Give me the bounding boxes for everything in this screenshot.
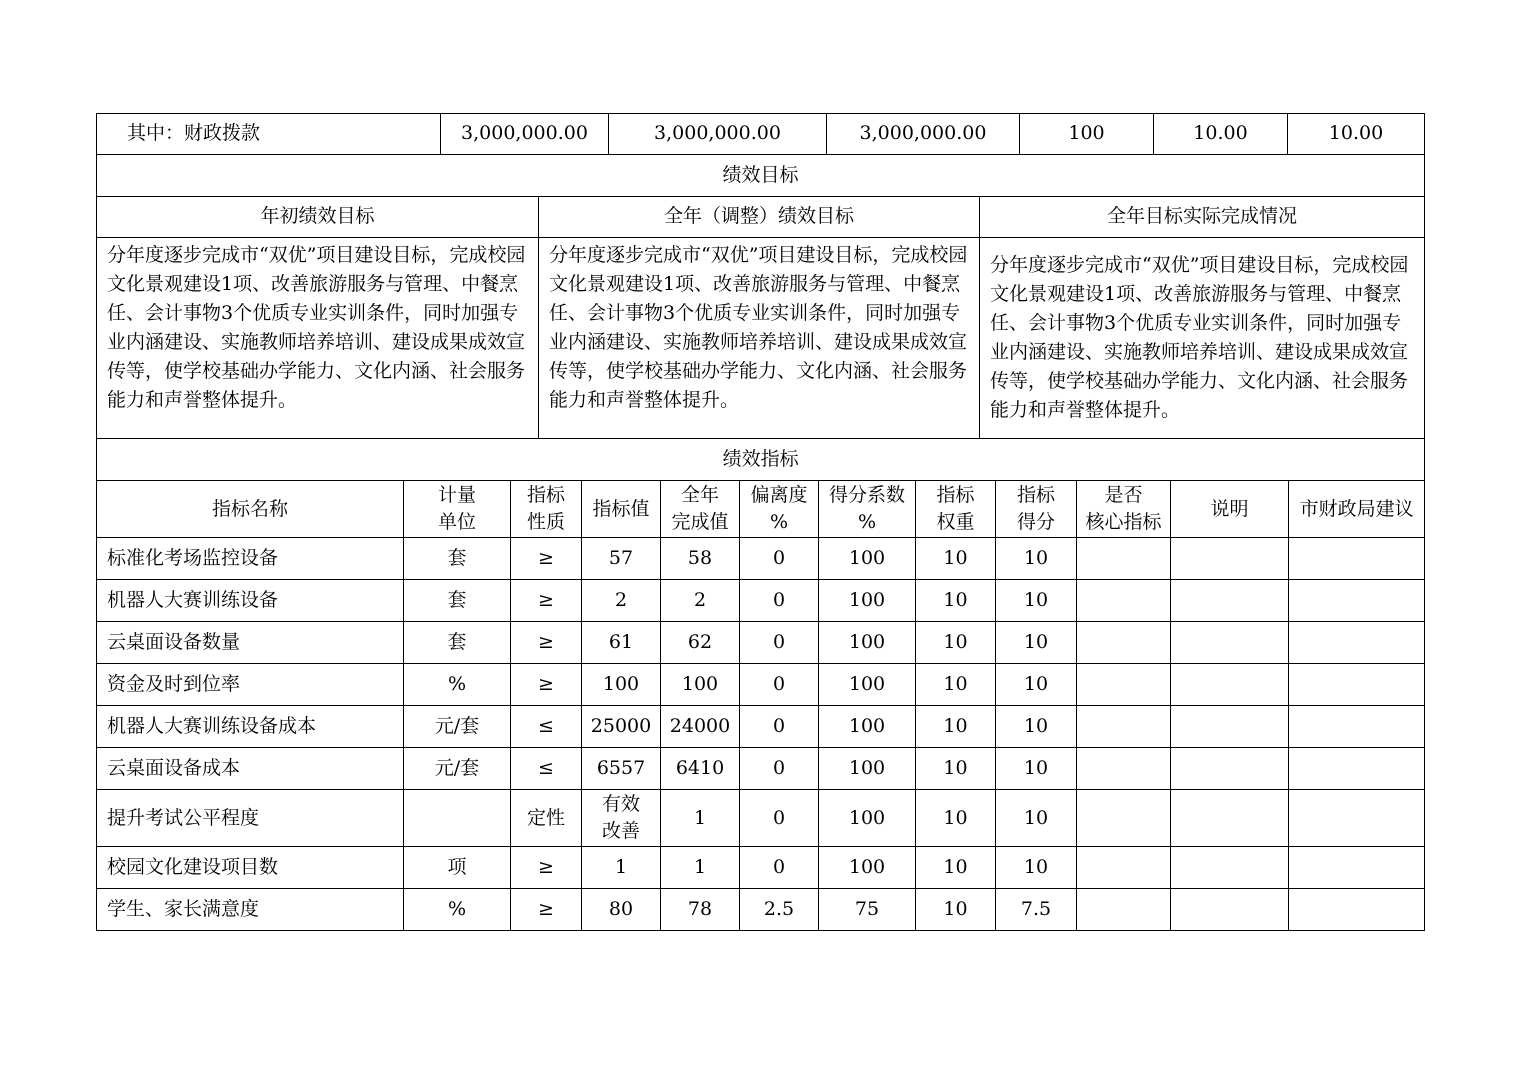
table-row — [97, 580, 1425, 622]
indicator-coefficient: 100 — [819, 706, 916, 748]
table-row — [97, 790, 1425, 847]
indicator-score: 10 — [996, 790, 1077, 847]
indicator-unit: 套 — [404, 538, 511, 580]
funding-value: 3,000,000.00 — [827, 114, 1020, 155]
indicator-name: 机器人大赛训练设备成本 — [97, 706, 404, 748]
table-row — [97, 847, 1425, 889]
indicators-section-row — [97, 439, 1425, 481]
indicator-deviation: 0 — [740, 790, 819, 847]
header-indicator-name: 指标名称 — [97, 481, 404, 538]
indicator-target: 有效改善 — [582, 790, 661, 847]
header-coefficient: 得分系数 % — [819, 481, 916, 538]
goal-header-initial: 年初绩效目标 — [97, 197, 539, 238]
indicator-unit: 套 — [404, 622, 511, 664]
indicator-unit: 项 — [404, 847, 511, 889]
indicator-core — [1077, 889, 1171, 931]
header-note: 说明 — [1171, 481, 1289, 538]
indicators-header-row — [97, 481, 1425, 538]
indicator-name: 标准化考场监控设备 — [97, 538, 404, 580]
indicator-target: 1 — [582, 847, 661, 889]
header-deviation: 偏离度 % — [740, 481, 819, 538]
indicator-advice — [1289, 790, 1425, 847]
indicator-note — [1171, 706, 1289, 748]
indicator-weight: 10 — [916, 889, 996, 931]
indicator-coefficient: 100 — [819, 847, 916, 889]
indicator-nature: ≥ — [511, 538, 582, 580]
indicator-deviation: 2.5 — [740, 889, 819, 931]
indicator-target: 80 — [582, 889, 661, 931]
indicator-target: 61 — [582, 622, 661, 664]
indicator-advice — [1289, 622, 1425, 664]
indicator-advice — [1289, 748, 1425, 790]
indicator-nature: ≥ — [511, 622, 582, 664]
header-core: 是否 核心指标 — [1077, 481, 1171, 538]
indicator-nature: ≤ — [511, 706, 582, 748]
indicator-deviation: 0 — [740, 580, 819, 622]
indicator-coefficient: 100 — [819, 748, 916, 790]
goals-section-title: 绩效目标 — [97, 155, 1425, 197]
header-weight: 指标 权重 — [916, 481, 996, 538]
indicator-score: 10 — [996, 847, 1077, 889]
indicators-table — [96, 438, 1425, 931]
indicator-note — [1171, 889, 1289, 931]
indicator-coefficient: 100 — [819, 790, 916, 847]
indicator-completed: 78 — [661, 889, 740, 931]
funding-value: 100 — [1020, 114, 1154, 155]
indicator-weight: 10 — [916, 748, 996, 790]
indicator-completed: 58 — [661, 538, 740, 580]
header-score: 指标 得分 — [996, 481, 1077, 538]
indicator-nature: 定性 — [511, 790, 582, 847]
goal-adjusted-text: 分年度逐步完成市“双优”项目建设目标，完成校园文化景观建设1项、改善旅游服务与管理、中餐烹任、会计事物3个优质专业实训条件，同时加强专业内涵建设、实施教师培养培训、建设成果成效宣传等，使学校基础办学能力、文化内涵、社会服务能力和声誉整体提升。 — [539, 238, 980, 439]
indicator-coefficient: 100 — [819, 664, 916, 706]
goals-body-row — [97, 238, 1425, 439]
funding-table — [96, 113, 1425, 155]
indicator-nature: ≥ — [511, 847, 582, 889]
indicator-weight: 10 — [916, 847, 996, 889]
indicator-name: 提升考试公平程度 — [97, 790, 404, 847]
indicator-target: 6557 — [582, 748, 661, 790]
funding-label: 其中：财政拨款 — [97, 114, 441, 155]
indicator-unit: % — [404, 889, 511, 931]
indicator-weight: 10 — [916, 622, 996, 664]
indicator-advice — [1289, 889, 1425, 931]
indicator-unit: 套 — [404, 580, 511, 622]
indicator-coefficient: 100 — [819, 538, 916, 580]
indicator-note — [1171, 790, 1289, 847]
table-row — [97, 706, 1425, 748]
indicator-note — [1171, 748, 1289, 790]
indicator-completed: 1 — [661, 847, 740, 889]
indicator-deviation: 0 — [740, 748, 819, 790]
header-unit: 计量 单位 — [404, 481, 511, 538]
funding-value: 10.00 — [1154, 114, 1288, 155]
indicator-weight: 10 — [916, 664, 996, 706]
indicator-name: 云桌面设备成本 — [97, 748, 404, 790]
indicator-score: 10 — [996, 748, 1077, 790]
indicator-weight: 10 — [916, 706, 996, 748]
indicator-core — [1077, 706, 1171, 748]
indicator-weight: 10 — [916, 790, 996, 847]
indicator-core — [1077, 622, 1171, 664]
indicator-name: 校园文化建设项目数 — [97, 847, 404, 889]
indicator-advice — [1289, 847, 1425, 889]
indicator-unit: 元/套 — [404, 706, 511, 748]
indicator-weight: 10 — [916, 580, 996, 622]
indicator-deviation: 0 — [740, 538, 819, 580]
indicator-core — [1077, 664, 1171, 706]
indicator-unit: % — [404, 664, 511, 706]
indicator-deviation: 0 — [740, 706, 819, 748]
indicator-advice — [1289, 664, 1425, 706]
indicator-score: 7.5 — [996, 889, 1077, 931]
indicator-core — [1077, 748, 1171, 790]
indicators-section-title: 绩效指标 — [97, 439, 1425, 481]
funding-value: 3,000,000.00 — [609, 114, 827, 155]
indicator-target: 57 — [582, 538, 661, 580]
indicator-coefficient: 100 — [819, 580, 916, 622]
indicator-coefficient: 75 — [819, 889, 916, 931]
indicator-target: 2 — [582, 580, 661, 622]
indicator-note — [1171, 664, 1289, 706]
header-advice: 市财政局建议 — [1289, 481, 1425, 538]
indicator-advice — [1289, 580, 1425, 622]
indicator-core — [1077, 538, 1171, 580]
indicator-nature: ≥ — [511, 889, 582, 931]
funding-value: 3,000,000.00 — [441, 114, 609, 155]
goal-actual-text: 分年度逐步完成市“双优”项目建设目标，完成校园文化景观建设1项、改善旅游服务与管理、中餐烹任、会计事物3个优质专业实训条件，同时加强专业内涵建设、实施教师培养培训、建设成果成效宣传等，使学校基础办学能力、文化内涵、社会服务能力和声誉整体提升。 — [980, 238, 1425, 439]
table-row — [97, 538, 1425, 580]
indicator-unit: 元/套 — [404, 748, 511, 790]
table-row — [97, 889, 1425, 931]
indicator-nature: ≥ — [511, 580, 582, 622]
indicator-score: 10 — [996, 622, 1077, 664]
goal-initial-text: 分年度逐步完成市“双优”项目建设目标，完成校园文化景观建设1项、改善旅游服务与管理、中餐烹任、会计事物3个优质专业实训条件，同时加强专业内涵建设、实施教师培养培训、建设成果成效宣传等，使学校基础办学能力、文化内涵、社会服务能力和声誉整体提升。 — [97, 238, 539, 439]
indicator-score: 10 — [996, 706, 1077, 748]
indicator-completed: 1 — [661, 790, 740, 847]
indicator-core — [1077, 847, 1171, 889]
performance-report-sheet — [96, 113, 1424, 931]
goals-section-row — [97, 155, 1425, 197]
indicator-nature: ≤ — [511, 748, 582, 790]
table-row — [97, 748, 1425, 790]
indicator-target: 25000 — [582, 706, 661, 748]
indicator-score: 10 — [996, 580, 1077, 622]
goal-header-adjusted: 全年（调整）绩效目标 — [539, 197, 980, 238]
goals-header-row — [97, 197, 1425, 238]
indicator-note — [1171, 847, 1289, 889]
indicator-core — [1077, 580, 1171, 622]
goals-table — [96, 154, 1425, 439]
indicator-nature: ≥ — [511, 664, 582, 706]
goal-header-actual: 全年目标实际完成情况 — [980, 197, 1425, 238]
indicator-completed: 100 — [661, 664, 740, 706]
indicator-note — [1171, 580, 1289, 622]
indicator-deviation: 0 — [740, 664, 819, 706]
indicator-completed: 2 — [661, 580, 740, 622]
indicator-name: 学生、家长满意度 — [97, 889, 404, 931]
indicator-weight: 10 — [916, 538, 996, 580]
indicator-target: 100 — [582, 664, 661, 706]
indicator-unit — [404, 790, 511, 847]
indicator-name: 资金及时到位率 — [97, 664, 404, 706]
indicator-note — [1171, 622, 1289, 664]
indicator-advice — [1289, 538, 1425, 580]
indicator-completed: 6410 — [661, 748, 740, 790]
header-target: 指标值 — [582, 481, 661, 538]
indicator-name: 机器人大赛训练设备 — [97, 580, 404, 622]
indicator-completed: 24000 — [661, 706, 740, 748]
indicator-coefficient: 100 — [819, 622, 916, 664]
funding-row — [97, 114, 1425, 155]
indicator-name: 云桌面设备数量 — [97, 622, 404, 664]
indicator-score: 10 — [996, 664, 1077, 706]
indicator-note — [1171, 538, 1289, 580]
indicator-deviation: 0 — [740, 847, 819, 889]
indicator-score: 10 — [996, 538, 1077, 580]
funding-value: 10.00 — [1288, 114, 1425, 155]
header-completed: 全年 完成值 — [661, 481, 740, 538]
indicator-advice — [1289, 706, 1425, 748]
indicator-core — [1077, 790, 1171, 847]
header-nature: 指标 性质 — [511, 481, 582, 538]
table-row — [97, 664, 1425, 706]
indicator-deviation: 0 — [740, 622, 819, 664]
table-row — [97, 622, 1425, 664]
indicator-completed: 62 — [661, 622, 740, 664]
